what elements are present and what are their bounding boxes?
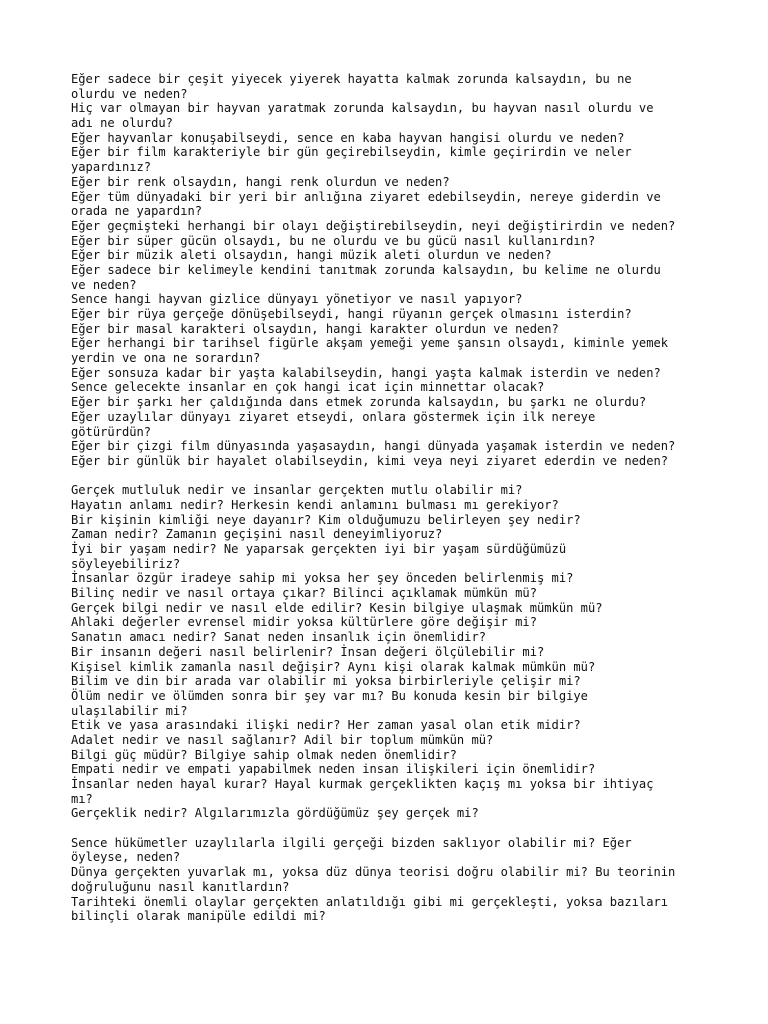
text-line: Sence gelecekte insanlar en çok hangi icat için minnettar olacak?	[71, 380, 545, 395]
text-line: Eğer sadece bir kelimeyle kendini tanıtmak zorunda kalsaydın, bu kelime ne olurdu	[71, 262, 661, 277]
text-line: İnsanlar özgür iradeye sahip mi yoksa her şey önceden belirlenmiş mi?	[71, 571, 574, 586]
text-line: Zaman nedir? Zamanın geçişini nasıl deneyimliyoruz?	[71, 527, 443, 542]
text-line: Eğer bir süper gücün olsaydı, bu ne olurdu ve bu gücü nasıl kullanırdın?	[71, 233, 596, 248]
text-line: Eğer bir masal karakteri olsaydın, hangi karakter olurdun ve neden?	[71, 321, 559, 336]
text-line: Bilim ve din bir arada var olabilir mi yoksa birbirleriyle çelişir mi?	[71, 674, 581, 689]
text-line: Eğer bir renk olsaydın, hangi renk olurdun ve neden?	[71, 174, 450, 189]
text-line: olurdu ve neden?	[71, 86, 188, 101]
text-line: İnsanlar neden hayal kurar? Hayal kurmak gerçeklikten kaçış mı yoksa bir ihtiyaç	[71, 777, 654, 791]
text-line: Sanatın amacı nedir? Sanat neden insanlık için önemlidir?	[71, 630, 487, 645]
text-line: Eğer bir film karakteriyle bir gün geçirebilseydin, kimle geçirirdin ve neler	[71, 145, 632, 160]
text-line: Tarihteki önemli olaylar gerçekten anlatıldığı gibi mi gerçekleşti, yoksa bazıları	[71, 894, 669, 909]
text-line: Gerçek bilgi nedir ve nasıl elde edilir? Kesin bilgiye ulaşmak mümkün mü?	[71, 600, 603, 615]
text-line: Kişisel kimlik zamanla nasıl değişir? Aynı kişi olarak kalmak mümkün mü?	[71, 659, 596, 674]
text-line: öyleyse, neden?	[71, 850, 181, 865]
text-line: Eğer geçmişteki herhangi bir olayı değiştirebilseydin, neyi değiştirirdin ve neden?	[71, 218, 676, 233]
text-line: adı ne olurdu?	[71, 116, 173, 131]
text-line: Eğer bir şarkı her çaldığında dans etmek zorunda kalsaydın, bu şarkı ne olurdu?	[71, 395, 647, 410]
text-line: Ölüm nedir ve ölümden sonra bir şey var mı? Bu konuda kesin bir bilgiye	[71, 688, 588, 703]
text-line: yerdin ve ona ne sorardın?	[71, 351, 261, 366]
text-line: söyleyebiliriz?	[71, 556, 181, 571]
text-line: Gerçeklik nedir? Algılarımızla gördüğümüz şey gerçek mi?	[71, 806, 479, 821]
text-line: Sence hangi hayvan gizlice dünyayı yönetiyor ve nasıl yapıyor?	[71, 292, 523, 307]
text-line: Hayatın anlamı nedir? Herkesin kendi anlamını bulması mı gerekiyor?	[71, 497, 559, 512]
text-line: Eğer sadece bir çeşit yiyecek yiyerek hayatta kalmak zorunda kalsaydın, bu ne	[71, 72, 632, 86]
text-line: Bilgi güç müdür? Bilgiye sahip olmak neden önemlidir?	[71, 747, 457, 762]
text-line: orada ne yapardın?	[71, 204, 203, 219]
question-section-3	[71, 836, 711, 924]
text-line: Empati nedir ve empati yapabilmek neden insan ilişkileri için önemlidir?	[71, 762, 596, 777]
text-line: Eğer bir çizgi film dünyasında yaşasaydın, hangi dünyada yaşamak isterdin ve neden?	[71, 439, 676, 454]
text-line: mı?	[71, 791, 93, 806]
text-line: Ahlaki değerler evrensel midir yoksa kültürlere göre değişir mi?	[71, 615, 537, 630]
text-line: Eğer bir günlük bir hayalet olabilseydin, kimi veya neyi ziyaret ederdin ve neden?	[71, 453, 669, 468]
text-line: Etik ve yasa arasındaki ilişki nedir? Her zaman yasal olan etik midir?	[71, 718, 581, 733]
text-line: götürürdün?	[71, 424, 152, 439]
text-line: Dünya gerçekten yuvarlak mı, yoksa düz dünya teorisi doğru olabilir mi? Bu teorinin	[71, 865, 676, 880]
document-body	[71, 72, 711, 924]
text-line: Bir kişinin kimliği neye dayanır? Kim olduğumuzu belirleyen şey nedir?	[71, 512, 581, 527]
text-line: Bilinç nedir ve nasıl ortaya çıkar? Bilinci açıklamak mümkün mü?	[71, 586, 537, 601]
text-line: ve neden?	[71, 277, 137, 292]
text-line: Eğer uzaylılar dünyayı ziyaret etseydi, onlara göstermek için ilk nereye	[71, 409, 596, 424]
text-line: Eğer herhangi bir tarihsel figürle akşam yemeği yeme şansın olsaydı, kiminle yemek	[71, 336, 669, 351]
text-line: Eğer sonsuza kadar bir yaşta kalabilseydin, hangi yaşta kalmak isterdin ve neden?	[71, 365, 661, 380]
question-section-2	[71, 483, 711, 821]
text-line: Eğer bir müzik aleti olsaydın, hangi müzik aleti olurdun ve neden?	[71, 248, 552, 263]
text-line: yapardınız?	[71, 160, 152, 175]
text-line: bilinçli olarak manipüle edildi mi?	[71, 909, 326, 924]
text-line: doğruluğunu nasıl kanıtlardın?	[71, 879, 290, 894]
text-line: Bir insanın değeri nasıl belirlenir? İnsan değeri ölçülebilir mi?	[71, 644, 545, 659]
text-line: Sence hükümetler uzaylılarla ilgili gerçeği bizden saklıyor olabilir mi? Eğer	[71, 835, 632, 850]
question-section-1	[71, 72, 711, 469]
text-line: ulaşılabilir mi?	[71, 703, 188, 718]
text-line: İyi bir yaşam nedir? Ne yaparsak gerçekten iyi bir yaşam sürdüğümüzü	[71, 542, 567, 556]
text-line: Eğer tüm dünyadaki bir yeri bir anlığına ziyaret edebilseydin, nereye giderdin ve	[71, 189, 661, 204]
text-line: Eğer bir rüya gerçeğe dönüşebilseydi, hangi rüyanın gerçek olmasını isterdin?	[71, 307, 632, 321]
text-line: Hiç var olmayan bir hayvan yaratmak zorunda kalsaydın, bu hayvan nasıl olurdu ve	[71, 101, 654, 116]
text-line: Gerçek mutluluk nedir ve insanlar gerçekten mutlu olabilir mi?	[71, 483, 523, 498]
text-line: Eğer hayvanlar konuşabilseydi, sence en kaba hayvan hangisi olurdu ve neden?	[71, 130, 625, 145]
text-line: Adalet nedir ve nasıl sağlanır? Adil bir toplum mümkün mü?	[71, 732, 494, 747]
